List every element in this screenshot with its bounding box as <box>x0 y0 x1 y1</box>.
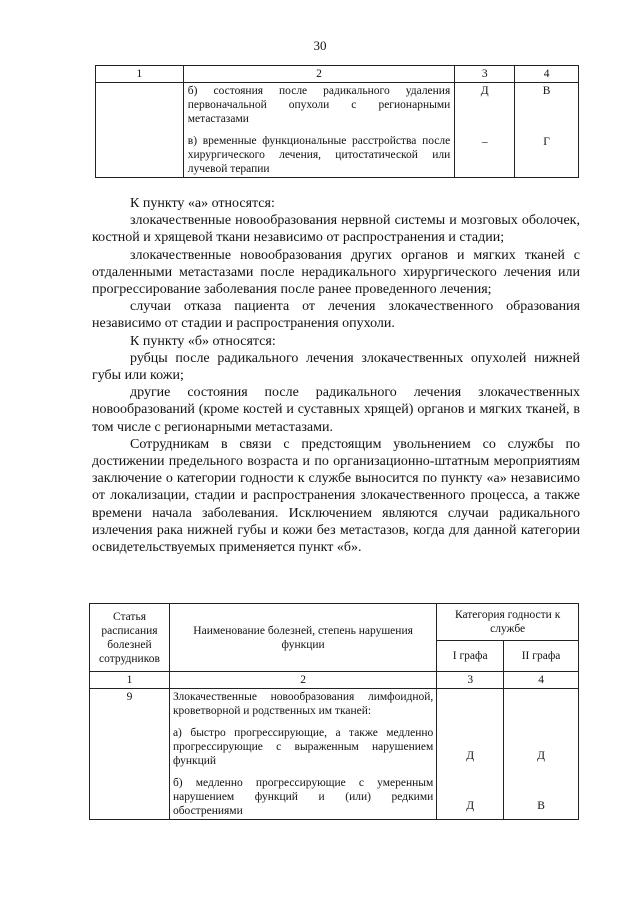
header-cell: 4 <box>515 66 579 83</box>
grade2-v: Г <box>543 136 550 148</box>
paragraph: злокачественные новообразования других органов и мягких тканей с отдаленными метастазами после нерадикального хирургического лечения или прогрессирование заболевания после ранее проведенного лечения; <box>92 247 580 298</box>
description-cell <box>183 83 454 178</box>
paragraph: Сотрудникам в связи с предстоящим увольнением со службы по достижении предельного возраста и по организационно-штатным мероприятиям заключение о категории годности к службе выносится по пункту «а» независимо от локализации, стадии и распространения злокачественного процесса, а также времени начала заболевания. Исключением являются случаи радикального излечения рака нижней губы и кожи без метастазов, когда для данной категории освидетельствуемых применяется пункт «б». <box>92 436 580 556</box>
header-column-2: II графа <box>504 641 579 672</box>
grade1-cell <box>455 83 515 178</box>
table-header-row <box>96 66 579 83</box>
disease-schedule-table <box>89 603 579 820</box>
grade1-a: Д <box>466 750 475 762</box>
grade1-b: Д <box>480 85 489 97</box>
page-number: 30 <box>313 38 327 53</box>
grade1-b: Д <box>466 800 475 812</box>
paragraph: рубцы после радикального лечения злокачественных опухолей нижней губы или кожи; <box>92 350 580 384</box>
table-row <box>96 83 579 178</box>
table-number-row <box>90 672 579 689</box>
header-cell: 1 <box>96 66 184 83</box>
paragraph: злокачественные новообразования нервной системы и мозговых оболочек, костной и хрящевой ткани независимо от распространения и стадии; <box>92 213 580 246</box>
article-cell: 9 <box>90 689 170 820</box>
paragraph: случаи отказа пациента от лечения злокачественного образования независимо от стадии и распространения опухоли. <box>92 299 580 332</box>
section-intro: Злокачественные новообразования лимфоидной, кроветворной и родственных им тканей: <box>172 691 434 717</box>
header-disease: Наименование болезней, степень нарушения функции <box>169 604 436 672</box>
paragraph: другие состояния после радикального лечения злокачественных новообразований (кроме костей и суставных хрящей) органов и мягких тканей, в том числе с регионарными метастазами. <box>92 385 580 435</box>
grade1-cell <box>437 689 504 820</box>
header-fitness-category: Категория годности к службе <box>437 604 579 641</box>
entry-a: а) быстро прогрессирующие, а также медленно прогрессирующие с выраженным нарушением функций <box>172 727 434 767</box>
grade2-cell <box>504 689 579 820</box>
table-header-row <box>90 604 579 641</box>
number-cell: 1 <box>90 672 170 689</box>
entry-v: в) временные функциональные расстройства после хирургического лечения, цитостатической или лучевой терапии <box>187 135 451 175</box>
grade1-v: – <box>481 136 488 148</box>
header-cell: 2 <box>183 66 454 83</box>
grade2-cell <box>515 83 579 178</box>
header-column-1: I графа <box>437 641 504 672</box>
article-cell <box>96 83 184 178</box>
header-article: Статья расписания болезней сотрудников <box>90 604 170 672</box>
entry-b: б) состояния после радикального удаления первоначальной опухоли с регионарными метастазами <box>187 85 451 125</box>
number-cell: 3 <box>437 672 504 689</box>
grade2-b: В <box>537 800 545 812</box>
grade2-a: Д <box>537 750 545 762</box>
paragraph: К пункту «б» относятся: <box>130 333 276 349</box>
number-cell: 4 <box>504 672 579 689</box>
table-row <box>90 689 579 820</box>
body-text <box>92 195 580 556</box>
table-continuation <box>95 65 579 178</box>
paragraph: К пункту «а» относятся: <box>130 196 275 211</box>
grade2-b: В <box>542 85 551 97</box>
description-cell <box>169 689 436 820</box>
entry-b: б) медленно прогрессирующие с умеренным нарушением функций и (или) редкими обострениями <box>172 777 434 817</box>
header-cell: 3 <box>455 66 515 83</box>
number-cell: 2 <box>169 672 436 689</box>
